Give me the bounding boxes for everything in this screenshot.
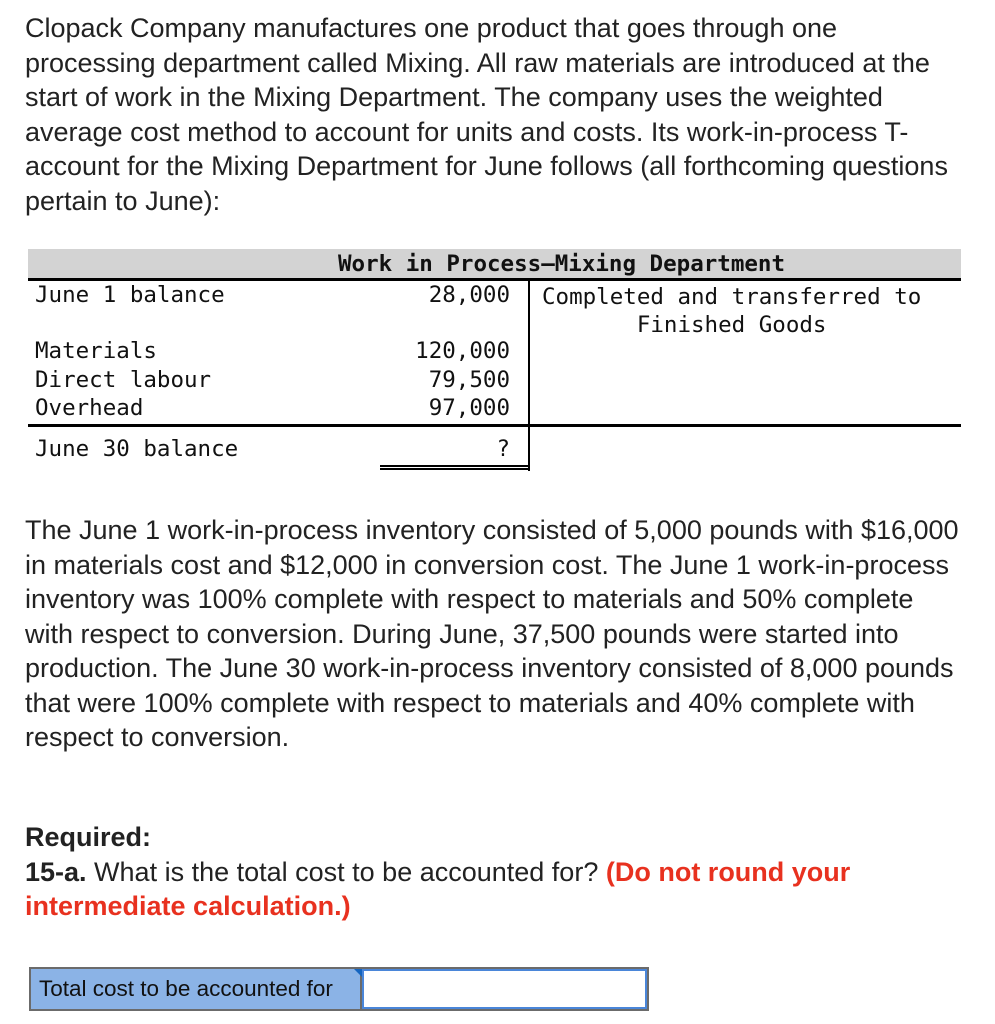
direct-labour-amount: 79,500 [428,367,510,393]
credit-line-1: Completed and transferred to [542,284,922,310]
t-account [28,249,961,475]
june30-balance-label: June 30 balance [35,436,239,462]
june1-balance-label: June 1 balance [35,282,225,308]
june1-balance-amount: 28,000 [428,282,510,308]
rounding-note: (Do not round your intermediate calculation.) [25,856,851,921]
question-text: What is the total cost to be accounted for? [86,856,606,887]
credit-entry [542,283,921,339]
overhead-amount: 97,000 [428,395,510,421]
direct-labour-label: Direct labour [35,367,212,393]
total-cost-input[interactable] [362,969,647,1009]
t-account-title: Work in Process—Mixing Department [338,251,786,277]
answer-row [29,967,649,1011]
question-number: 15-a. [25,856,87,887]
inventory-details: The June 1 work-in-process inventory consisted of 5,000 pounds with $16,000 in materials cost and $12,000 in conversion cost. The June 1 work-in-process inventory was 100% complete with respect to materials and 50% complete with respect to conversion. During June, 37,500 pounds were started into production. The June 30 work-in-process inventory consisted of 8,000 pounds that were 100% complete with respect to materials and 40% complete with respect to conversion. [25,515,959,752]
t-account-divider [528,281,530,471]
corner-marker-icon [354,969,362,977]
required-title: Required: [25,822,152,852]
answer-label-cell [31,969,362,1009]
double-underline [380,465,528,470]
materials-amount: 120,000 [415,338,510,364]
required-section [25,820,965,924]
materials-label: Materials [35,338,157,364]
t-account-rule [28,424,961,427]
problem-intro: Clopack Company manufactures one product that goes through one processing department called Mixing. All raw materials are introduced at the start of work in the Mixing Department. The company uses the weighted average cost method to account for units and costs. Its work-in-process T-account for the Mixing Department for June follows (all forthcoming questions pertain to June): [25,13,948,216]
june30-balance-amount: ? [496,436,510,462]
overhead-label: Overhead [35,395,144,421]
credit-line-2: Finished Goods [636,312,827,338]
t-account-header [28,249,961,281]
answer-label: Total cost to be accounted for [39,976,333,1001]
